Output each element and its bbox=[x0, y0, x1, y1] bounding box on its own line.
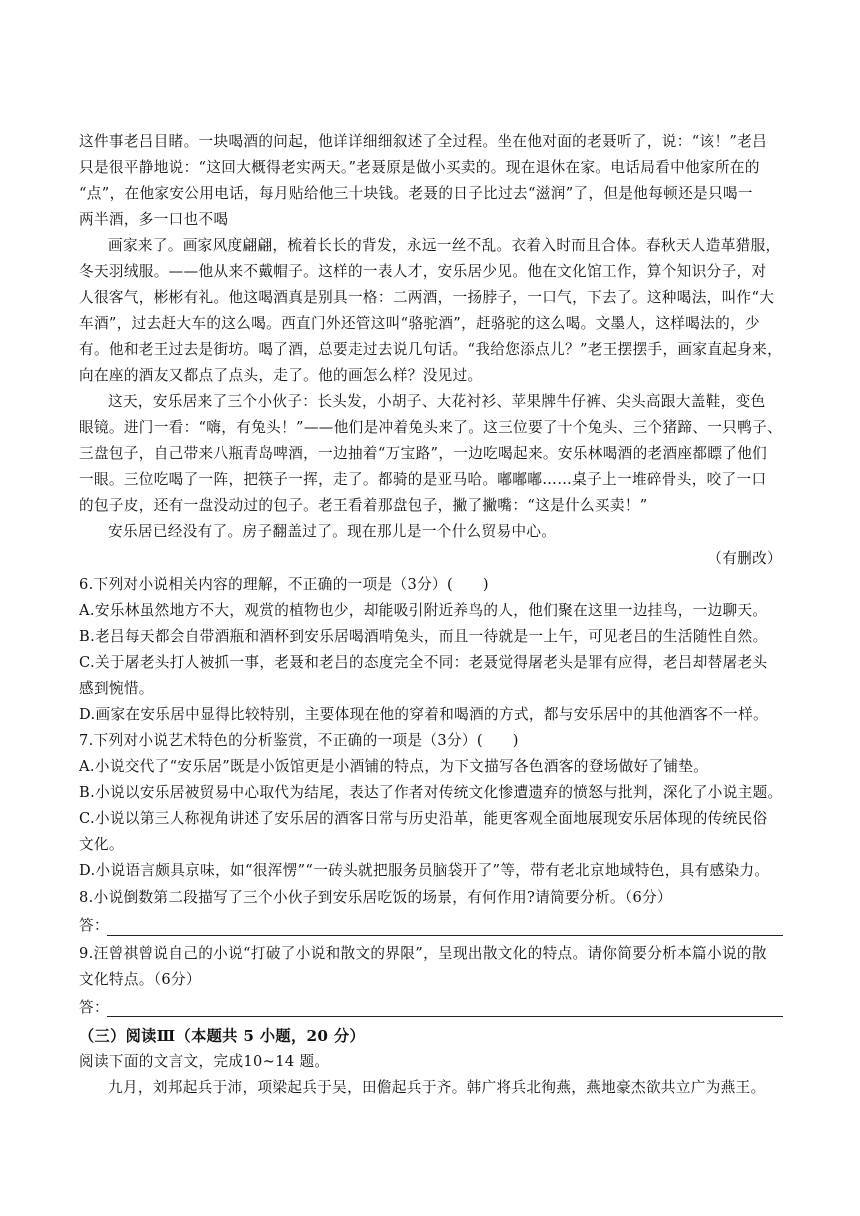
answer-line[interactable] bbox=[107, 1016, 783, 1017]
question-6-option-d: D.画家在安乐居中显得比较特别，主要体现在他的穿着和喝酒的方式，都与安乐居中的其他酒客不一样。 bbox=[79, 706, 768, 723]
question-8-stem: 8.小说倒数第二段描写了三个小伙子到安乐居吃饭的场景，有何作用?请简要分析。（6分） bbox=[79, 889, 672, 906]
question-9-stem-cont: 文化特点。（6分） bbox=[79, 971, 201, 988]
classical-text-line: 九月，刘邦起兵于沛，项梁起兵于吴，田儋起兵于齐。韩广将兵北徇燕，燕地豪杰欲共立广为燕王。 bbox=[108, 1079, 766, 1096]
story-line: “点”，在他家安公用电话，每月贴给他三十块钱。老聂的日子比过去“滋润”了，但是他每顿还是只喝一 bbox=[79, 185, 753, 202]
answer-label: 答： bbox=[79, 917, 109, 934]
story-line: 人很客气，彬彬有礼。他这喝酒真是别具一格：二两酒，一扬脖子，一口气，下去了。这种喝法，叫作“大 bbox=[79, 289, 775, 306]
story-line: 安乐居已经没有了。房子翻盖过了。现在那儿是一个什么贸易中心。 bbox=[108, 523, 557, 540]
question-7-option-b: B.小说以安乐居被贸易中心取代为结尾，表达了作者对传统文化惨遭遗弃的愤怒与批判，深化了小说主题。 bbox=[79, 784, 782, 801]
story-line: 冬天羽绒服。——他从来不戴帽子。这样的一表人才，安乐居少见。他在文化馆工作，算个知识分子，对 bbox=[79, 263, 767, 280]
question-7-option-a: A.小说交代了“安乐居”既是小饭馆更是小酒铺的特点，为下文描写各色酒客的登场做好了铺垫。 bbox=[79, 758, 709, 775]
story-line: 这天，安乐居来了三个小伙子：长头发，小胡子、大花衬衫、苹果牌牛仔裤、尖头高跟大盖鞋，变色 bbox=[108, 393, 766, 410]
question-7-stem: 7.下列对小说艺术特色的分析鉴赏，不正确的一项是（3分）( ) bbox=[79, 732, 519, 749]
story-line: 只是很平静地说：“这回大概得老实两天。”老聂原是做小买卖的。现在退休在家。电话局看中他家所在的 bbox=[79, 159, 760, 176]
story-line: 这件事老吕目睹。一块喝酒的问起，他详详细细叙述了全过程。坐在他对面的老聂听了，说：“该！”老吕 bbox=[79, 133, 768, 150]
story-line: 眼镜。进门一看：“嗨，有兔头！”——他们是冲着兔头来了。这三位要了十个兔头、三个猪蹄、一只鸭子、 bbox=[79, 419, 782, 436]
question-6-option-c: C.关于屠老头打人被抓一事，老聂和老吕的态度完全不同：老聂觉得屠老头是罪有应得，老吕却替屠老头 bbox=[79, 654, 768, 671]
section-instruction: 阅读下面的文言文，完成10~14 题。 bbox=[79, 1053, 330, 1070]
story-line: 向在座的酒友又都点了点头，走了。他的画怎么样？没见过。 bbox=[79, 367, 483, 384]
question-9-stem: 9.汪曾祺曾说自己的小说“打破了小说和散文的界限”，呈现出散文化的特点。请你简要分析本篇小说的散 bbox=[79, 945, 767, 962]
question-7-option-d: D.小说语言颇具京味，如“很浑愣”“一砖头就把服务员脑袋开了”等，带有老北京地域特色，具有感染力。 bbox=[79, 862, 770, 879]
story-line: 有。他和老王过去是街坊。喝了酒，总要走过去说几句话。“我给您添点儿？”老王摆摆手，画家直起身来， bbox=[79, 341, 782, 358]
section-heading: （三）阅读Ⅲ（本题共 5 小题，20 分） bbox=[79, 1027, 366, 1045]
question-7-option-c-cont: 文化。 bbox=[79, 836, 124, 853]
answer-line[interactable] bbox=[107, 935, 783, 936]
question-7-option-c: C.小说以第三人称视角讲述了安乐居的酒客日常与历史沿革，能更客观全面地展现安乐居体现的传统民俗 bbox=[79, 810, 768, 827]
story-line: 三盘包子，自己带来八瓶青岛啤酒，一边抽着“万宝路”，一边吃喝起来。安乐林喝酒的老酒座都瞟了他们 bbox=[79, 445, 768, 462]
answer-label: 答： bbox=[79, 999, 109, 1016]
story-line: 一眼。三位吃喝了一阵，把筷子一挥，走了。都骑的是亚马哈。嘟嘟嘟……桌子上一堆碎骨头，咬了一口 bbox=[79, 471, 767, 488]
story-line: 两半酒，多一口也不喝 bbox=[79, 211, 229, 228]
source-note: （有删改） bbox=[707, 550, 782, 567]
question-6-option-b: B.老吕每天都会自带酒瓶和酒杯到安乐居喝酒啃兔头，而且一待就是一上午，可见老吕的生活随性自然。 bbox=[79, 628, 768, 645]
question-6-option-c-cont: 感到惋惜。 bbox=[79, 680, 154, 697]
question-6-option-a: A.安乐林虽然地方不大，观赏的植物也少，却能吸引附近养鸟的人，他们聚在这里一边挂鸟，一边聊天。 bbox=[79, 602, 768, 619]
question-6-stem: 6.下列对小说相关内容的理解，不正确的一项是（3分）( ) bbox=[79, 576, 489, 593]
story-line: 的包子皮，还有一盘没动过的包子。老王看着那盘包子，撇了撇嘴：“这是什么买卖！” bbox=[79, 497, 648, 514]
story-line: 车酒”，过去赶大车的这么喝。西直门外还管这叫“骆驼酒”，赶骆驼的这么喝。文墨人，这样喝法的，少 bbox=[79, 315, 760, 332]
story-line: 画家来了。画家风度翩翩，梳着长长的背发，永远一丝不乱。衣着入时而且合体。春秋天人造革猎服， bbox=[108, 237, 781, 254]
